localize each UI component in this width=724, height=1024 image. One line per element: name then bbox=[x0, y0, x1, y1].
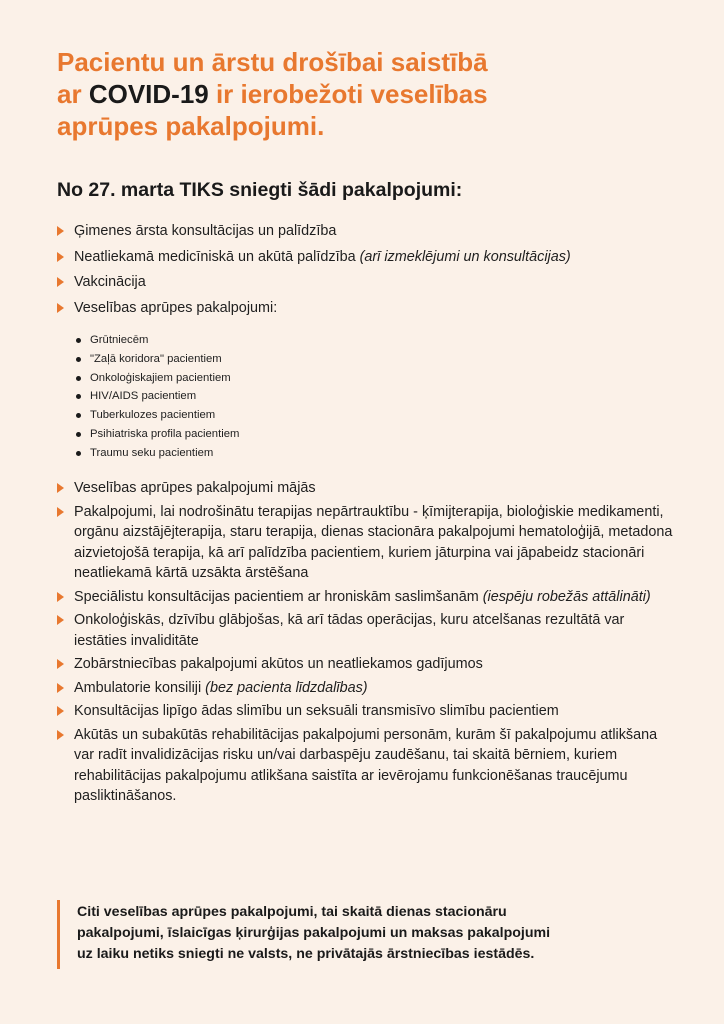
bullet-dot-icon bbox=[76, 376, 81, 381]
service-item-text: Veselības aprūpes pakalpojumi: bbox=[74, 299, 278, 316]
service-item bbox=[57, 247, 677, 268]
triangle-right-icon bbox=[57, 592, 64, 602]
triangle-right-icon bbox=[57, 252, 64, 262]
subhead-emphasis: TIKS sniegti bbox=[179, 179, 293, 201]
service-item-text: Neatliekamā medicīniskā un akūtā palīdzība bbox=[74, 248, 360, 265]
headline-line-1: Pacientu un ārstu drošībai saistībā bbox=[57, 47, 488, 77]
bullet-dot-icon bbox=[76, 394, 81, 399]
headline-covid: COVID-19 bbox=[88, 79, 209, 109]
service-item bbox=[57, 298, 677, 319]
service-item-text: Ambulatorie konsiliji bbox=[74, 679, 206, 696]
triangle-right-icon bbox=[57, 683, 64, 693]
notice-line: pakalpojumi, īslaicīgas ķirurģijas pakalpojumi un maksas pakalpojumi bbox=[77, 925, 551, 941]
patient-group-text: "Zaļā koridora" pacientiem bbox=[90, 352, 222, 365]
service-item bbox=[57, 654, 677, 675]
triangle-right-icon bbox=[57, 303, 64, 313]
triangle-right-icon bbox=[57, 483, 64, 493]
triangle-right-icon bbox=[57, 226, 64, 236]
service-item-text: Vakcinācija bbox=[74, 274, 146, 290]
service-item bbox=[57, 478, 677, 499]
patient-group-item bbox=[75, 425, 239, 444]
service-item bbox=[57, 701, 677, 722]
services-list-bottom bbox=[57, 478, 677, 810]
service-item bbox=[57, 725, 677, 807]
service-item-note: (arī izmeklējumi un konsultācijas) bbox=[359, 248, 571, 265]
bullet-dot-icon bbox=[76, 357, 81, 362]
bullet-dot-icon bbox=[76, 413, 81, 418]
triangle-right-icon bbox=[57, 615, 64, 625]
headline-line-2-prefix: ar bbox=[57, 79, 89, 109]
bullet-dot-icon bbox=[76, 432, 81, 437]
patient-group-item bbox=[75, 444, 239, 463]
patient-group-item bbox=[75, 331, 239, 350]
patient-group-text: Psihiatriska profila pacientiem bbox=[90, 427, 240, 440]
patient-group-item bbox=[75, 387, 239, 406]
notice-box bbox=[57, 900, 677, 969]
service-item-text: Veselības aprūpes pakalpojumi mājās bbox=[74, 480, 316, 496]
patient-groups-list bbox=[75, 331, 239, 463]
services-list-top bbox=[57, 221, 677, 323]
service-item-text: Pakalpojumi, lai nodrošinātu terapijas nepārtrauktību - ķīmijterapija, bioloģiskie medikamenti, orgānu aizstājējterapija, staru terapija, dienas stacionāra pakalpojumi hematoloģijā, metadona aizvietojošā terapija, kā arī palīdzība pacientiem, kuriem jāturpina vai jāpabeidz stacionāri neatliekamā kārtā uzsākta ārstēšana bbox=[74, 503, 673, 581]
triangle-right-icon bbox=[57, 706, 64, 716]
service-item bbox=[57, 678, 677, 699]
service-item-text: Akūtās un subakūtās rehabilitācijas pakalpojumi personām, kurām šī pakalpojumu atlikšana var radīt invalidizācijas risku un/vai darbaspēju zaudēšanu, tai skaitā bērniem, kuriem rehabilitācijas pakalpojumu atlikšana saistīta ar ievērojamu funkcionēšanas traucējumu pasliktināšanos. bbox=[74, 726, 658, 804]
triangle-right-icon bbox=[57, 507, 64, 517]
notice-line: Citi veselības aprūpes pakalpojumi, tai skaitā dienas stacionāru bbox=[77, 904, 507, 920]
patient-group-text: Onkoloģiskajiem pacientiem bbox=[90, 371, 231, 384]
service-item-note: (bez pacienta līdzdalības) bbox=[205, 679, 368, 696]
service-item-text: Ģimenes ārsta konsultācijas un palīdzība bbox=[74, 223, 337, 239]
service-item-note: (iespēju robežās attālināti) bbox=[482, 588, 651, 605]
service-item bbox=[57, 272, 677, 293]
service-item bbox=[57, 610, 677, 651]
service-item bbox=[57, 587, 677, 608]
patient-group-text: Grūtniecēm bbox=[90, 334, 149, 346]
service-item-text: Onkoloģiskās, dzīvību glābjošas, kā arī tādas operācijas, kuru atcelšanas rezultātā var iestāties invaliditāte bbox=[74, 612, 625, 649]
triangle-right-icon bbox=[57, 730, 64, 740]
bullet-dot-icon bbox=[76, 451, 81, 456]
service-item-text: Speciālistu konsultācijas pacientiem ar hroniskām saslimšanām bbox=[74, 588, 483, 605]
patient-group-text: Traumu seku pacientiem bbox=[90, 446, 214, 459]
headline-line-2-suffix: ir ierobežoti veselības bbox=[208, 79, 488, 109]
triangle-right-icon bbox=[57, 277, 64, 287]
patient-group-item bbox=[75, 406, 239, 425]
service-item-text: Zobārstniecības pakalpojumi akūtos un neatliekamos gadījumos bbox=[74, 656, 483, 672]
subhead-date: No 27. marta bbox=[57, 179, 180, 201]
headline-line-3: aprūpes pakalpojumi. bbox=[57, 111, 325, 141]
subhead-rest: šādi pakalpojumi: bbox=[292, 179, 463, 201]
patient-group-text: HIV/AIDS pacientiem bbox=[90, 390, 197, 403]
notice-line: uz laiku netiks sniegti ne valsts, ne privātajās ārstniecības iestādēs. bbox=[77, 946, 535, 962]
patient-group-item bbox=[75, 350, 239, 369]
page-headline bbox=[57, 46, 677, 142]
service-item-text: Konsultācijas lipīgo ādas slimību un seksuāli transmisīvo slimību pacientiem bbox=[74, 703, 559, 719]
bullet-dot-icon bbox=[76, 338, 81, 343]
triangle-right-icon bbox=[57, 659, 64, 669]
patient-group-text: Tuberkulozes pacientiem bbox=[90, 409, 216, 422]
service-item bbox=[57, 502, 677, 584]
service-item bbox=[57, 221, 677, 242]
section-subheading bbox=[57, 178, 462, 202]
patient-group-item bbox=[75, 369, 239, 388]
